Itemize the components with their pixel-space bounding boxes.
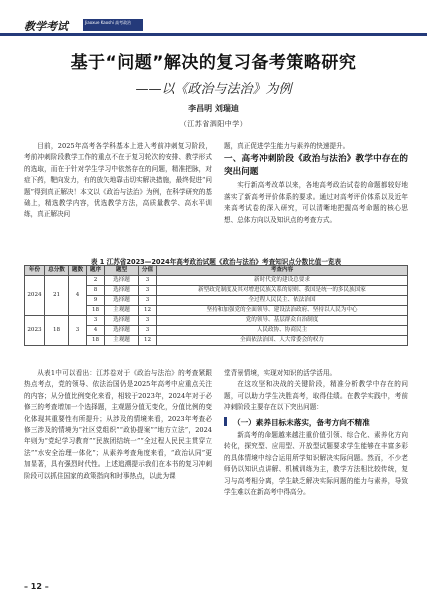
question-type-cell: 选择题: [105, 326, 139, 336]
content-cell: 全面依法治国、人大常委会的权力: [157, 336, 408, 346]
score-cell: 3: [139, 276, 157, 286]
problems-intro-paragraph: 在这攻坚和决战的关键阶段，精准分析教学中存在的问题，可以助力学生决胜高考，取得佳绩。在教学实践中，考前冲刺阶段主要存在以下突出问题：: [224, 380, 408, 412]
content-cell: 全过程人民民主、依法治国: [157, 296, 408, 306]
score-cell: 3: [139, 286, 157, 296]
content-cell: 党的领导、基层群众自治制度: [157, 316, 408, 326]
subsection-heading-1: [224, 417, 408, 428]
table-row: [25, 276, 408, 286]
table-header-cell: 年份: [25, 266, 45, 276]
question-number-cell: 18: [87, 306, 105, 316]
table-header-cell: 分值: [139, 266, 157, 276]
question-number-cell: 18: [87, 336, 105, 346]
table-header-cell: 题数: [69, 266, 87, 276]
journal-badge: Jiaoxue Kaoshi 高考政治: [83, 19, 143, 31]
table-header-cell: 考查内容: [157, 266, 408, 276]
intro-paragraph: 目前，2025年高考各学科基本上进入考前冲刺复习阶段，考前冲刺阶段教学工作的重点不在于复习轮次的安排、教学形式的选取，而在于针对学生学习中依然存在的问题，精准把脉，对症下药，靶向发力，有的放矢地靠击切实解决措施，最终促进“问题”得到真正解决！本文以《政治与法治》为例，在科学研究的基础上，精选教学内容，优选教学方法，高质量教学、高水平训练，真正解决问: [24, 142, 212, 219]
question-number-cell: 3: [87, 316, 105, 326]
article-subtitle: ——以《政治与法治》为例: [135, 82, 292, 97]
journal-header: [0, 0, 427, 40]
question-count-cell: 3: [69, 316, 87, 346]
question-type-cell: 主观题: [105, 306, 139, 316]
left-column-bottom: [24, 368, 212, 578]
question-type-cell: 主观题: [105, 336, 139, 346]
table-caption: 表 1 江苏省2023—2024年高考政治试题《政治与法治》考查知识点分数比值一览表: [90, 258, 342, 266]
article-authors: 李昌明 刘瑞迪: [188, 104, 239, 113]
table-header-row: [25, 266, 408, 276]
score-cell: 3: [139, 316, 157, 326]
question-type-cell: 选择题: [105, 276, 139, 286]
question-count-cell: 4: [69, 276, 87, 316]
question-number-cell: 4: [87, 326, 105, 336]
knowledge-points-table: [24, 265, 408, 346]
subsection-heading-text: （一）素养目标未落实，备考方向不精准: [233, 417, 370, 427]
left-column-top: [24, 141, 212, 255]
table-header-cell: 题型: [105, 266, 139, 276]
table-header-cell: 题序: [87, 266, 105, 276]
year-cell: 2024: [25, 276, 45, 316]
year-cell: 2023: [25, 316, 45, 346]
score-cell: 3: [139, 326, 157, 336]
right-column-top: [224, 141, 408, 255]
question-type-cell: 选择题: [105, 286, 139, 296]
heading-marker-bar: [224, 417, 227, 426]
question-type-cell: 选择题: [105, 316, 139, 326]
section-heading-1: 一、高考冲刺阶段《政治与法治》教学中存在的突出问题: [224, 154, 408, 178]
question-type-cell: 选择题: [105, 296, 139, 306]
content-cell: 人民政协、协商民主: [157, 326, 408, 336]
journal-logo-text: 教学考试: [24, 20, 68, 33]
question-number-cell: 2: [87, 276, 105, 286]
article-title: 基于“问题”解决的复习备考策略研究: [70, 53, 357, 73]
subsection-1-paragraph: 新高考的命题越来越注重价值引领、综合化、素养化方向转化，探究型、应用型、开放型试题要求学生能够在丰富多彩的具体情境中综合运用所学知识解决实际问题。然而，不少老师仍以知识点讲解、机械训练为主，教学方法相比较传统，复习与高考相分离，学生缺乏解决实际问题的能力与素养，导致学生难以在新高考中得高分。: [224, 431, 408, 497]
question-number-cell: 9: [87, 296, 105, 306]
content-cell: 新型政党制度及其对增进民族关系的原则、我国是统一的多民族国家: [157, 286, 408, 296]
question-number-cell: 8: [87, 286, 105, 296]
analysis-continuation: 堂背景情境，实现对知识的活学活用。: [224, 369, 337, 377]
table-row: [25, 316, 408, 326]
header-rule: [0, 33, 427, 36]
score-cell: 3: [139, 296, 157, 306]
total-score-cell: 18: [45, 316, 69, 346]
intro-continuation: 题，真正促进学生能力与素养的快速提升。: [224, 142, 350, 150]
table-header-cell: 总分数: [45, 266, 69, 276]
section-1-paragraph: 实行新高考改革以来，各地高考政治试卷的命题都较好地落实了新高考评价体系的要求。通过对高考评价体系以及近年来高考试卷的深入研究，可以清晰地把握高考命题的核心思想、总体方向以及知识点的考查方式。: [224, 181, 408, 224]
page-number: – 12 –: [24, 582, 49, 591]
content-cell: 坚持和加强党的全面领导、建设法治政府、坚持以人民为中心: [157, 306, 408, 316]
article-affiliation: （江苏省泗阳中学）: [179, 120, 248, 128]
total-score-cell: 21: [45, 276, 69, 316]
content-cell: 新时代党的建设总要求: [157, 276, 408, 286]
score-cell: 12: [139, 306, 157, 316]
right-column-bottom: [224, 368, 408, 578]
table-analysis-paragraph: 从表1中可以看出：江苏卷对于《政治与法治》的考查紧跟热点考点，党的领导、依法治国仍是2025年高考中应重点关注的内容；从分值比例变化来看，相较于2023年，2024年对于必修三的考查增加一个选择题，主观题分值无变化，分值比例的变化体现其重要性有所提升；从涉及的情境来看，2023年考查必修三涉及的情境为“社区党组织”“政协提案”“地方立法”，2024年则为“党纪学习教育”“民族团结统一”“全过程人民民主贯穿立法”“水安全治理一体化”；从素养考查角度来看，“政治认同”更加显著，具有强烈时代性。上述追溯提示我们在本书的复习冲刺阶段可以抓住国家的政策指向和时事热点，以此为课: [24, 369, 212, 480]
score-cell: 12: [139, 336, 157, 346]
